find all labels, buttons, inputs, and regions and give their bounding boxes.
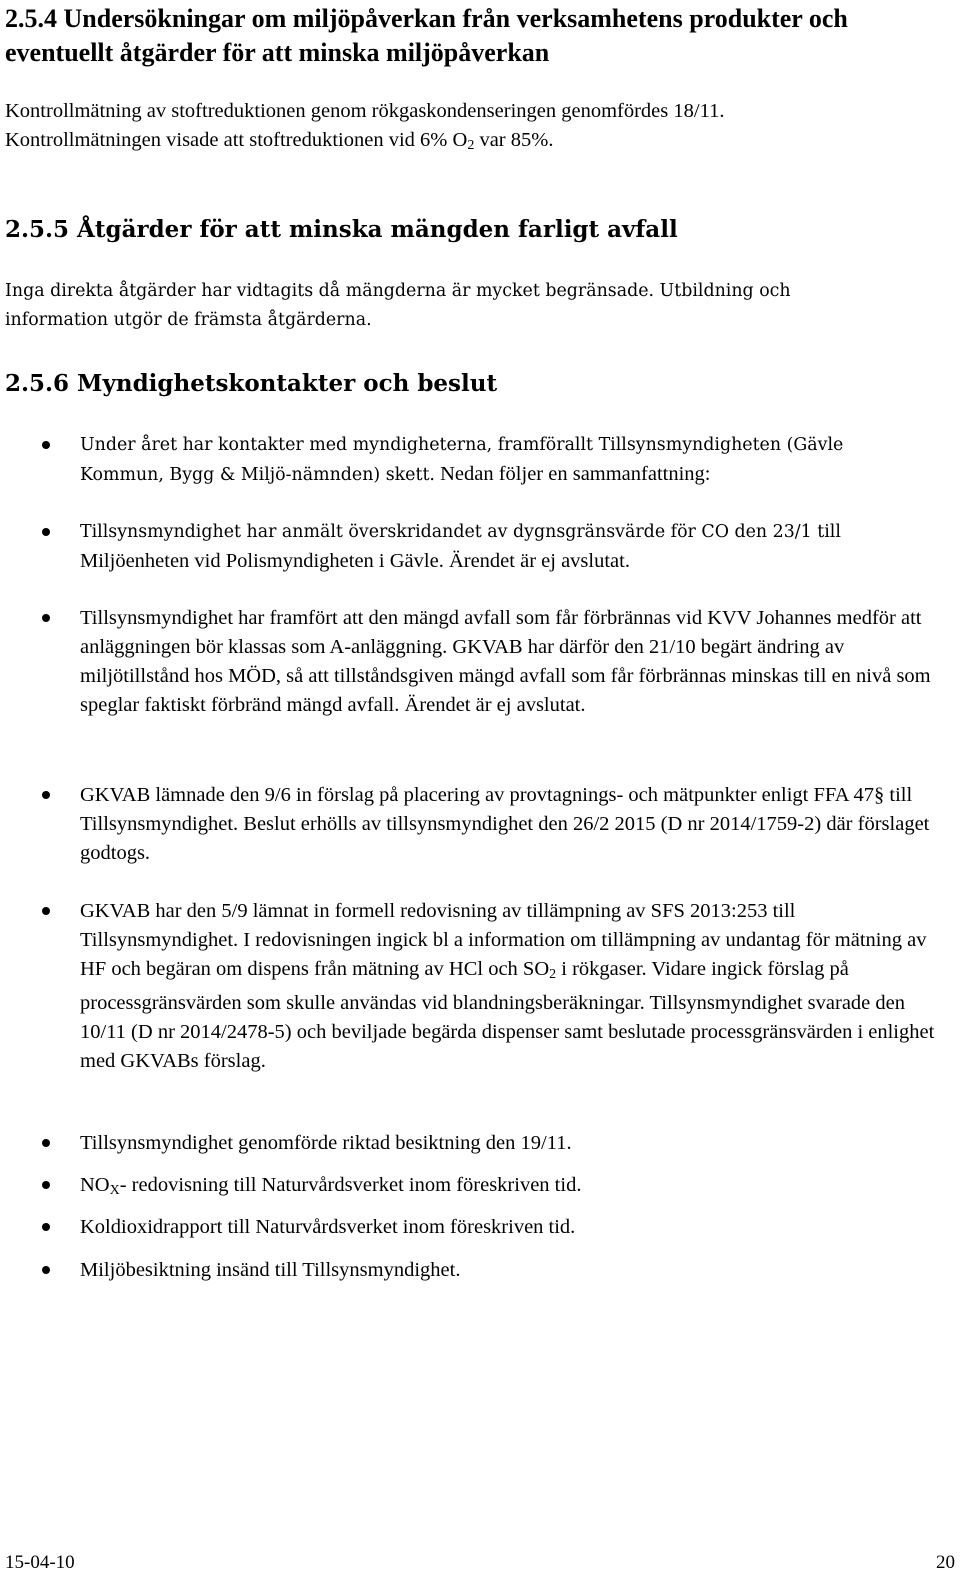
bullet-icon: [42, 1223, 50, 1231]
bullet-icon: [42, 614, 50, 622]
list-item: $NO_X-$ redovisning till Naturvårdsverket inom föreskriven tid.: [80, 1171, 955, 1205]
page-number: 20: [936, 1552, 955, 1573]
bullet-icon: [42, 907, 50, 915]
list-item: Tillsynsmyndighet har framfört att den mängd avfall som får förbrännas vid KVV Johannes medför att anläggningen bör klassas som A-anläggning. GKVAB har därför den 21/10 begärt ändring av miljötillstånd hos MÖD, så att tillståndsgiven mängd avfall som får förbrännas minskas till en nivå som speglar faktiskt förbränd mängd avfall. Ärendet är ej avslutat.: [80, 604, 955, 720]
list-item: Koldioxidrapport till Naturvårdsverket inom föreskriven tid.: [80, 1213, 955, 1242]
section-254-paragraph-1: Kontrollmätning av stoftreduktionen genom rökgaskondenseringen genomfördes 18/11.: [5, 100, 725, 122]
list-item: Tillsynsmyndighet genomförde riktad besiktning den 19/11.: [80, 1129, 955, 1158]
bullet-icon: [42, 528, 50, 536]
section-254-paragraph-2: Kontrollmätningen visade att stoftreduktionen vid 6% $O_2$ var 85%.: [5, 129, 554, 153]
section-256-heading: 2.5.6 Myndighetskontakter och beslut: [5, 370, 498, 397]
bullet-icon: [42, 791, 50, 799]
list-item: GKVAB lämnade den 9/6 in förslag på placering av provtagnings- och mätpunkter enligt FFA 47§ till Tillsynsmyndighet. Beslut erhölls av tillsynsmyndighet den 26/2 2015 (D nr 2014/1759-2) där förslaget godtogs.: [80, 781, 955, 868]
section-254-heading: 2.5.4 Undersökningar om miljöpåverkan från verksamhetens produkter och eventuellt åtgärder för att minska miljöpåverkan: [5, 4, 848, 67]
section-255-heading: 2.5.5 Åtgärder för att minska mängden farligt avfall: [5, 216, 678, 243]
bullet-icon: [42, 1266, 50, 1274]
list-item: Under året har kontakter med myndigheterna, framförallt Tillsynsmyndigheten (Gävle Kommun, Bygg & Miljö-nämnden) skett. Nedan följer en sammanfattning:: [80, 431, 955, 490]
list-item: Miljöbesiktning insänd till Tillsynsmyndighet.: [80, 1256, 955, 1285]
bullet-icon: [42, 1181, 50, 1189]
bullet-icon: [42, 441, 50, 449]
section-255-paragraph-line-2: information utgör de främsta åtgärderna.: [5, 310, 372, 330]
list-item: Tillsynsmyndighet har anmält överskridandet av dygnsgränsvärde för CO den 23/1 till Miljöenheten vid Polismyndigheten i Gävle. Ärendet är ej avslutat.: [80, 518, 955, 577]
list-item: GKVAB har den 5/9 lämnat in formell redovisning av tillämpning av SFS 2013:253 till Tillsynsmyndighet. I redovisningen ingick bl a information om tillämpning av undantag för mätning av HF och begäran om dispens från mätning av HCl och $SO_2$ i rökgaser. Vidare ingick förslag på processgränsvärden som skulle användas vid blandningsberäkningar. Tillsynsmyndighet svarade den 10/11 (D nr 2014/2478-5) och beviljade begärda dispenser samt beslutade processgränsvärden i enlighet med GKVABs förslag.: [80, 897, 955, 1076]
section-255-paragraph-line-1: Inga direkta åtgärder har vidtagits då mängderna är mycket begränsade. Utbildning och: [5, 281, 791, 301]
bullet-icon: [42, 1139, 50, 1147]
footer-date: 15-04-10: [5, 1552, 75, 1573]
